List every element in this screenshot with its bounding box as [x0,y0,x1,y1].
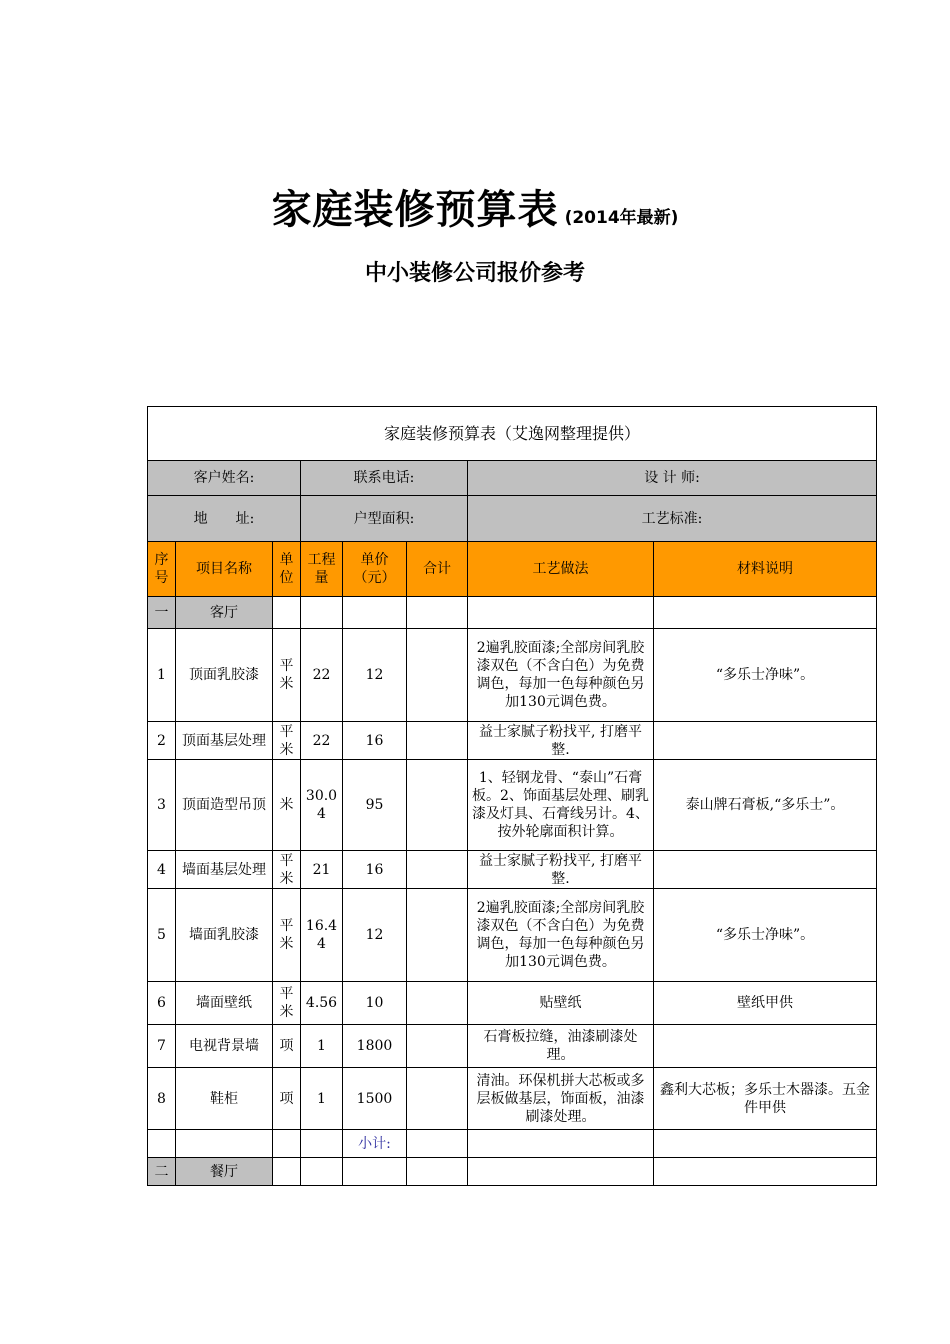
document-subtitle: 中小装修公司报价参考 [364,261,585,286]
row-unit: 米 [273,760,301,851]
row-total [407,889,468,982]
designer-label: 设 计 师: [468,461,877,496]
row-total [407,629,468,722]
row-qty: 21 [301,851,343,889]
table-row [148,889,877,982]
row-price: 16 [343,722,407,760]
header-no: 序号 [148,542,176,597]
row-name: 电视背景墙 [176,1025,273,1068]
row-name: 墙面乳胶漆 [176,889,273,982]
section-no: 二 [148,1158,176,1186]
row-qty: 16.44 [301,889,343,982]
table-row [148,851,877,889]
row-no: 6 [148,982,176,1025]
row-name: 墙面壁纸 [176,982,273,1025]
row-craft: 清油。环保机拼大芯板或多层板做基层，饰面板，油漆刷漆处理。 [468,1068,654,1130]
row-no: 4 [148,851,176,889]
row-unit: 平米 [273,851,301,889]
row-price: 1500 [343,1068,407,1130]
craft-standard-label: 工艺标准: [468,496,877,542]
budget-table [147,406,877,1186]
document-title [0,178,950,235]
row-name: 顶面造型吊顶 [176,760,273,851]
header-material: 材料说明 [654,542,877,597]
row-no: 2 [148,722,176,760]
row-price: 12 [343,889,407,982]
row-price: 12 [343,629,407,722]
row-qty: 4.56 [301,982,343,1025]
row-material: “多乐士净味”。 [654,889,877,982]
header-price: 单价（元） [343,542,407,597]
address-label: 地 址: [148,496,301,542]
row-qty: 22 [301,722,343,760]
row-craft: 益士家腻子粉找平, 打磨平整. [468,851,654,889]
row-qty: 1 [301,1068,343,1130]
header-name: 项目名称 [176,542,273,597]
row-total [407,1025,468,1068]
header-total: 合计 [407,542,468,597]
row-unit: 项 [273,1068,301,1130]
row-qty: 1 [301,1025,343,1068]
row-unit: 项 [273,1025,301,1068]
row-name: 顶面乳胶漆 [176,629,273,722]
row-craft: 石膏板拉缝，油漆刷漆处理。 [468,1025,654,1068]
table-row [148,982,877,1025]
table-caption: 家庭装修预算表（艾逸网整理提供） [148,407,877,461]
table-row [148,722,877,760]
row-name: 墙面基层处理 [176,851,273,889]
section-no: 一 [148,597,176,629]
row-material [654,1025,877,1068]
row-material: 鑫利大芯板；多乐士木器漆。五金件甲供 [654,1068,877,1130]
row-craft: 益士家腻子粉找平, 打磨平整. [468,722,654,760]
row-no: 7 [148,1025,176,1068]
row-total [407,851,468,889]
phone-label: 联系电话: [301,461,468,496]
row-unit: 平米 [273,889,301,982]
floor-area-label: 户型面积: [301,496,468,542]
row-total [407,722,468,760]
table-row [148,760,877,851]
title-main: 家庭装修预算表 [271,187,559,233]
row-price: 95 [343,760,407,851]
row-craft: 贴壁纸 [468,982,654,1025]
row-price: 1800 [343,1025,407,1068]
subtotal-label: 小计: [343,1130,407,1158]
subtotal-value [407,1130,468,1158]
header-craft: 工艺做法 [468,542,654,597]
row-total [407,1068,468,1130]
row-material: “多乐士净味”。 [654,629,877,722]
header-unit: 单位 [273,542,301,597]
row-name: 顶面基层处理 [176,722,273,760]
row-total [407,760,468,851]
section-name: 餐厅 [176,1158,273,1186]
row-unit: 平米 [273,629,301,722]
row-material: 壁纸甲供 [654,982,877,1025]
row-craft: 2遍乳胶面漆;全部房间乳胶漆双色（不含白色）为免费调色，每加一色每种颜色另加130元调色费。 [468,629,654,722]
table-row [148,1068,877,1130]
row-price: 16 [343,851,407,889]
table-row [148,629,877,722]
section-name: 客厅 [176,597,273,629]
row-qty: 22 [301,629,343,722]
row-total [407,982,468,1025]
row-no: 5 [148,889,176,982]
row-name: 鞋柜 [176,1068,273,1130]
row-material [654,722,877,760]
row-craft: 2遍乳胶面漆;全部房间乳胶漆双色（不含白色）为免费调色，每加一色每种颜色另加130元调色费。 [468,889,654,982]
row-unit: 平米 [273,722,301,760]
header-qty: 工程量 [301,542,343,597]
row-material: 泰山牌石膏板,“多乐士”。 [654,760,877,851]
row-material [654,851,877,889]
row-craft: 1、轻钢龙骨、“泰山”石膏板。2、饰面基层处理、刷乳漆及灯具、石膏线另计。4、按外轮廓面积计算。 [468,760,654,851]
row-no: 1 [148,629,176,722]
row-unit: 平米 [273,982,301,1025]
row-no: 8 [148,1068,176,1130]
customer-name-label: 客户姓名: [148,461,301,496]
table-row [148,1025,877,1068]
title-year: (2014年最新) [564,208,679,228]
row-qty: 30.04 [301,760,343,851]
row-price: 10 [343,982,407,1025]
row-no: 3 [148,760,176,851]
